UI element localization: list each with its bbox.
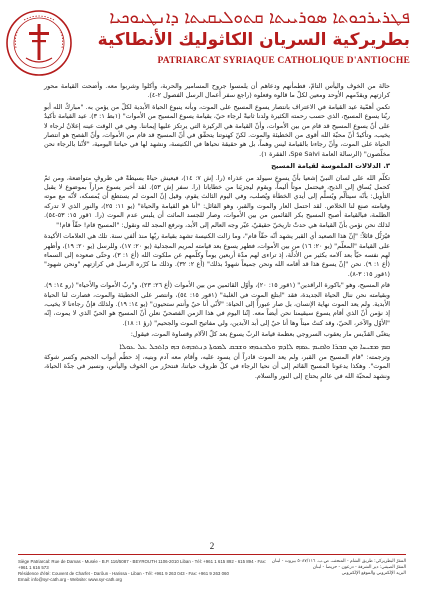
paragraph: فيُرَتُّل قائلاً: "إنّ هذا الصعيد أي القبر يشهد أنّه حقّاً قام"، وما زالت الكنيسة تشهد بقيامة ربّها منذ ألفي سنة. تلك هي العلامات الأكيدة على القيامة "المعلّم" (يو ٢٠: ١٦) من بين الأموات، فظهر يسوع بعد قيامته لمريم المجدلية (يو ٢٠: ١٧)، وللرسل (يو ٢٠: ١٩)، وأظهر لهم نفسه حيّاً بعد آلامه بكثير من الأدلّة، إذ تراءى لهم مدّة أربعين يوماً وكلّمهم عن ملكوت الله (أع ١: ٣)، وحتّى صعوده إلى السماء (أع ١: ٩). نحن "إنّ يسوع هذا قد أقامه الله ونحن جميعاً شهودٌ بذلك" (أع ٢: ٣٢). وذلك ما كرّره الرسل في كرازتهم "ونحن شهود" (١قور ١٥: ٣-٨).: [44, 232, 391, 278]
patriarchate-seal-logo: [4, 8, 74, 78]
paragraph: وترجمته: "قام المسيح من القبر، ولم يعد الموت قادراً أن يسود عليه، وأقام معه آدم وبنيه، إذ حطّم أبواب الجحيم وكسر شوكة الموت". وهكذا يدعونا المسيح القائم إلى أن نحيا الرجاء في كلّ ظروف حياتنا، فنتحرّر من الخوف واليأس، ونسير في جدّة الحياة، ونشهد لمحبّة الله في عالمٍ يحتاج إلى النور والسلام.: [44, 352, 390, 380]
letterhead: [0, 0, 424, 80]
syriac-title: ܦܛܪܝܪܟܘܬܐ ܣܘܪܝܝܬܐ ܩܬܘܠܝܩܝܬܐ ܕܐܢܛܝܘܟܝܐ: [109, 8, 410, 28]
paragraph: قام المسيح، وهو "باكورة الراقدين" (١قور ١٥: ٢٠)، وأوّل القائمين من بين الأموات (أع ٢٦: ٢٣)، و"ربّ الأموات والأحياء" (رو ١٤: ٩). وبقيامته نحن ننال الحياة الجديدة، فقد "ابتلع الموت في الغلبة" (١قور ١٥: ٥٤)، وانتصر على الخطيئة والموت، فصارت لنا الحياة الأبدية. ولم يعد الموت نهاية الإنسان، بل صار عبوراً إلى الحياة: "لأنّي أنا حيّ وأنتم ستحيون" (يو ١٤: ١٩). ولذلك فإنّ رجاءنا لا يخيب، إذ نؤمن أنّ الذي أقام يسوع سيقيمنا نحن أيضاً معه. إنّنا اليوم في هذا الزمن الفصحيّ نعلن أنّ المسيح هو الحيّ الذي لا يموت، إنّه "الأوّل والآخر، الحيّ، وقد كنتُ ميتاً وها أنا حيّ إلى أبد الآبدين، ولي مفاتيح الموت والجحيم" (رؤ ١: ١٨).: [44, 281, 390, 327]
paragraph: تكمن أهمّية عيد القيامة في الاعتراف بانتصار يسوع المسيح على الموت، وبأنه ينبوع الحياة الأبدية لكلّ من يؤمن به. "مباركٌ الله أبو ربّنا يسوع المسيح، الذي حسب رحمته الكثيرة ولدنا ثانيةً لرجاء حيّ، بقيامة يسوع المسيح من الأموات" (١بط ١: ٣). عيد القيامة تأكيدٌ على أنّ يسوع المسيح قد قام من بين الأموات، وأنّ القيامة هي الركيزة التي يرتكز عليها إيماننا. وهي في الوقت عينه إعلانٌ لرجاء لا يخيب، وتأكيدٌ أنّ محبّة الله أقوى من الخطيئة والموت. لكنّ كهنوتنا يتحقّق في أنّ المسيح قد قام من الأموات، وأنّ الفصح هو انتصار الحياة على الموت، وأنّ رجاءنا بالقيامة ليس وهماً، بل هو حقيقة نحياها في الكنيسة، ونشهد لها في حياتنا اليومية، "لأنّنا بالرجاء نحن مخلّصون" (الرسالة العامة Spe Salvi، الفقرة ١).: [44, 102, 390, 158]
section-heading: ٣. الدلالات الملموسة لقيامة المسيح: [271, 162, 390, 171]
footer-line: المقرّ البطريركي: طريق الشام - المتحف، ص.ب. ٥٠٨٧/١١٦ بيروت - لبنان: [271, 559, 406, 564]
footer-line: Email: info@syr-cath.org - Website: www.syr-cath.org: [18, 577, 122, 582]
syriac-quote: ܩܡ ܡܫܝܚܐ ܡܢ ܩܒܪܐ ܘܐܩܝܡ ܥܡܗ ܠܐܕܡ ܘܠܒܢܘܗܝ ܘܫܒܩ ܠܡܘܬܐ ܕܢܬܒܗܬ ܒܗ ܕܐܬܟܠ ܥܠ ܥܘܠܐ: [119, 341, 390, 351]
paragraph: يتغنّى القدّيس مار يعقوب السروجي بعظمة قيامة الربّ يسوع بعد كلّ الآلام وقساوة الموت، فيقول:: [130, 330, 390, 339]
arabic-title: بطريركية السريان الكاثوليك الأنطاكية: [97, 30, 410, 50]
footer-contact-arabic: [271, 559, 406, 577]
footer-line: المقرّ الصيفي: دير الشرفة - درعون - حريصا - لبنان: [312, 565, 406, 570]
footer-contact-latin: [18, 559, 268, 583]
footer: [18, 554, 406, 582]
paragraph: حالة من الخوف واليأس التامّ، فطمأنهم ودعاهم أن يلمسوا جروح المسامير والحربة، وأكلوا وشربوا معه. وأضحت القيامة محور كرازتهم ويقدّمهم الأوحد ومعين لكلّ ما قالوه وفعلوه (راجع سفر أعمال الرسل الفصول ٢-٤).: [44, 82, 390, 100]
letter-body: [44, 82, 390, 383]
footer-line: Siège Patriarcal: Rue de Damas - Musée - B.P. 116/5087 - BEYROUTH 1106-2010 Liban - Tél: +961 1 615 892 - 615 894 - Fax: +961 1 616 573: [18, 559, 267, 570]
paragraph: تكلّم الله على لسان النبيّ إشعيا بأنّ يسوع سيولد من عذراء (را. إش ٧: ١٤)، فيعيش حياةً بسيطةً في ظروفٍ متواضعة، ومن ثمّ كحمل يُساق إلى الذبح، فيحتمل موتاً أليماً، ويقوم ليجزيَنا من خطايانا (را. سفر إش ٥٣). لقد أخبر يسوع مراراً بموضوع لا يقبل التأويل: بأنّه سيتألّم ويُسلَّم إلى أيدي الخطأة ويُصلب، وفي اليوم الثالث يقوم، وقيل إنّ الموت لم يستطع أن يُمسكه، لأنّه مع موته وقيامته صنع لنا الخلاص. لقد احتمل العار والموت والقبر، وهو القائل: "أنا هو القيامة والحياة" (يو ١١: ٢٥)، والنور الذي لا تدركه الظلمة، فبالقيامة أصبح المسيح بكر القائمين من بين الأموات، وصار للجسد المائت أن يلبس عدم الموت (را. ١قور ١٥: ٥٣-٥٤). لذلك نحن نؤمن بأنّ القيامة هي حدثٌ تاريخيّ حقيقيّ، غيّر وجه العالم إلى الأبد، ونرفع المجد لله ونقول: "المسيح قام! حقّاً قام!": [44, 173, 390, 229]
latin-title: PATRIARCAT SYRIAQUE CATHOLIQUE D'ANTIOCHE: [157, 56, 410, 66]
footer-line: البريد الإلكتروني والموقع الإلكتروني: [341, 571, 406, 576]
page-number: 2: [209, 541, 215, 551]
footer-line: Résidence d'été: Couvent de Charfet - Darôun - Harissa - Liban - Tél: +961 9 263 043 - Fax: +961 9 263 060: [18, 571, 229, 576]
